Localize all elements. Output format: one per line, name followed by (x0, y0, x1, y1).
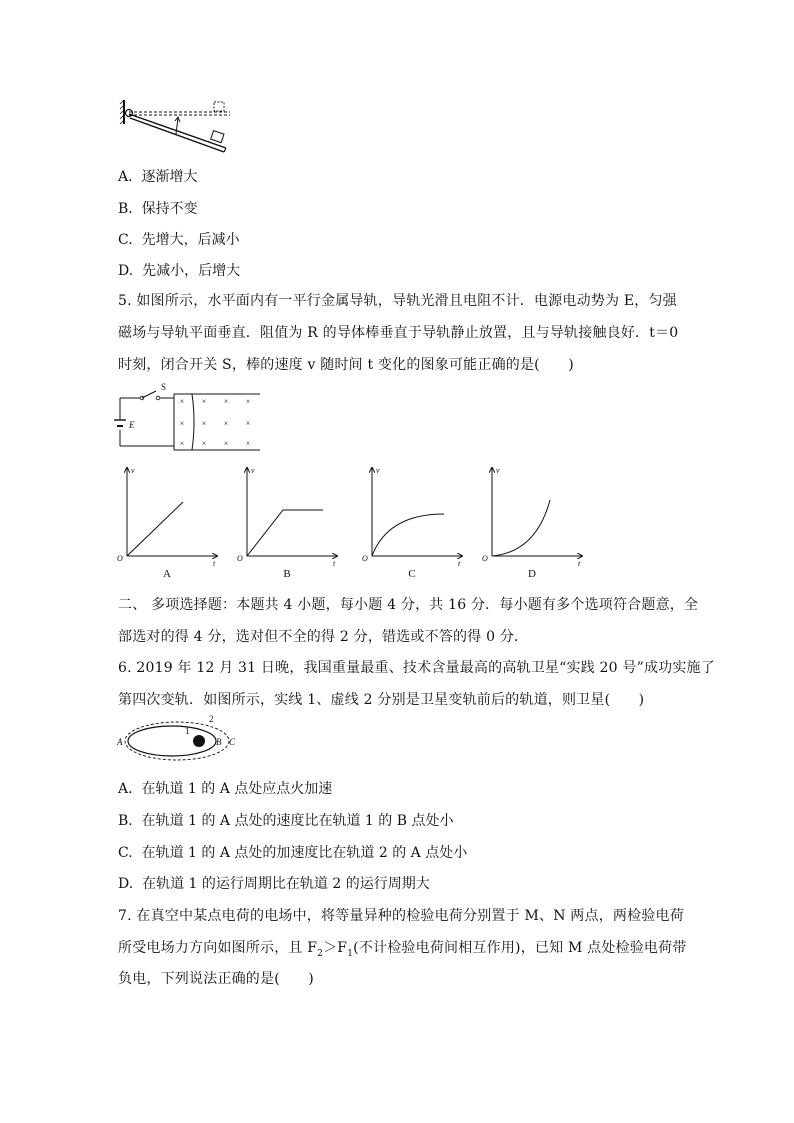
svg-text:×: × (179, 439, 185, 448)
origin-label: O (237, 554, 243, 563)
svg-text:×: × (179, 397, 185, 406)
orbit-label-b: B (216, 737, 222, 747)
t-axis-label: t (213, 559, 216, 568)
section2-line-2: 部选对的得 4 分，选对但不全的得 2 分，错选或不答的得 0 分． (118, 629, 529, 645)
graph-caption: D (528, 568, 536, 580)
svg-text:×: × (245, 419, 251, 428)
vt-graph-d (482, 466, 582, 580)
v-axis-label: v (376, 466, 380, 475)
vt-graph-a (117, 466, 217, 580)
q6-option-d: D. 在轨道 1 的运行周期比在轨道 2 的运行周期大 (118, 876, 430, 892)
v-axis-label: v (496, 466, 500, 475)
svg-text:×: × (245, 439, 251, 448)
q6-option-a: A. 在轨道 1 的 A 点处应点火加速 (118, 781, 333, 797)
q4-option-b: B. 保持不变 (118, 201, 198, 217)
t-axis-label: t (333, 559, 336, 568)
graph-caption: C (408, 568, 416, 580)
origin-label: O (362, 554, 368, 563)
origin-label: O (117, 554, 123, 563)
switch-label: S (161, 382, 167, 392)
q4-option-a: A. 逐渐增大 (118, 169, 198, 185)
q4-option-d: D. 先减小，后增大 (118, 263, 241, 279)
svg-text:×: × (223, 419, 229, 428)
vt-graph-b (237, 466, 337, 580)
q4-option-c: C. 先增大，后减小 (118, 232, 240, 248)
q6-line-1: 6. 2019 年 12 月 31 日晚，我国重量最重、技术含量最高的高轨卫星“实践 20 号”成功实施了 (118, 660, 715, 676)
q6-line-2: 第四次变轨．如图所示，实线 1、虚线 2 分别是卫星变轨前后的轨道，则卫星( ) (118, 692, 645, 708)
q7-line-3: 负电，下列说法正确的是( ) (118, 971, 314, 987)
q6-option-c: C. 在轨道 1 的 A 点处的加速度比在轨道 2 的 A 点处小 (118, 845, 468, 861)
q6-option-b: B. 在轨道 1 的 A 点处的速度比在轨道 1 的 B 点处小 (118, 813, 454, 829)
orbit-label-2: 2 (209, 714, 214, 724)
q4-incline-figure (118, 96, 238, 156)
svg-text:×: × (201, 439, 207, 448)
orbit-label-1: 1 (185, 726, 190, 736)
q5-line-1: 5. 如图所示，水平面内有一平行金属导轨，导轨光滑且电阻不计．电源电动势为 E，匀强 (118, 293, 677, 309)
vt-curve (492, 500, 550, 556)
q5-circuit-figure (112, 380, 262, 452)
origin-label: O (482, 554, 488, 563)
svg-text:×: × (223, 397, 229, 406)
q7-line-1: 7. 在真空中某点电荷的电场中，将等量异种的检验电荷分别置于 M、N 两点，两检验电荷 (118, 908, 684, 924)
vt-curve (247, 510, 323, 556)
t-axis-label: t (458, 559, 461, 568)
graph-caption: B (283, 568, 291, 580)
orbit-label-c: C (229, 737, 236, 747)
vt-graph-c (362, 466, 462, 580)
svg-text:×: × (201, 397, 207, 406)
section2-line-1: 二、 多项选择题：本题共 4 小题，每小题 4 分，共 16 分．每小题有多个选项符合题意，全 (118, 597, 699, 613)
svg-text:×: × (179, 419, 185, 428)
orbit-label-a: A (117, 737, 123, 747)
t-axis-label: t (578, 559, 581, 568)
v-axis-label: v (131, 466, 135, 475)
svg-text:×: × (223, 439, 229, 448)
q5-line-2: 磁场与导轨平面垂直．阻值为 R 的导体棒垂直于导轨静止放置，且与导轨接触良好．t＝0 (118, 325, 679, 341)
svg-text:×: × (201, 419, 207, 428)
graph-caption: A (163, 568, 171, 580)
v-axis-label: v (251, 466, 255, 475)
q7-line-2: 所受电场力方向如图所示，且 $F_2>F_1$(不计检验电荷间相互作用)，已知 M 点处检验电荷带 (118, 940, 687, 959)
svg-text:×: × (245, 397, 251, 406)
q5-graphs (115, 464, 595, 582)
vt-curve (127, 502, 183, 556)
q6-orbit-figure (116, 712, 246, 762)
emf-label: E (129, 420, 135, 430)
q5-line-3: 时刻，闭合开关 S，棒的速度 v 随时间 t 变化的图象可能正确的是( ) (118, 357, 574, 373)
vt-curve (372, 514, 444, 556)
